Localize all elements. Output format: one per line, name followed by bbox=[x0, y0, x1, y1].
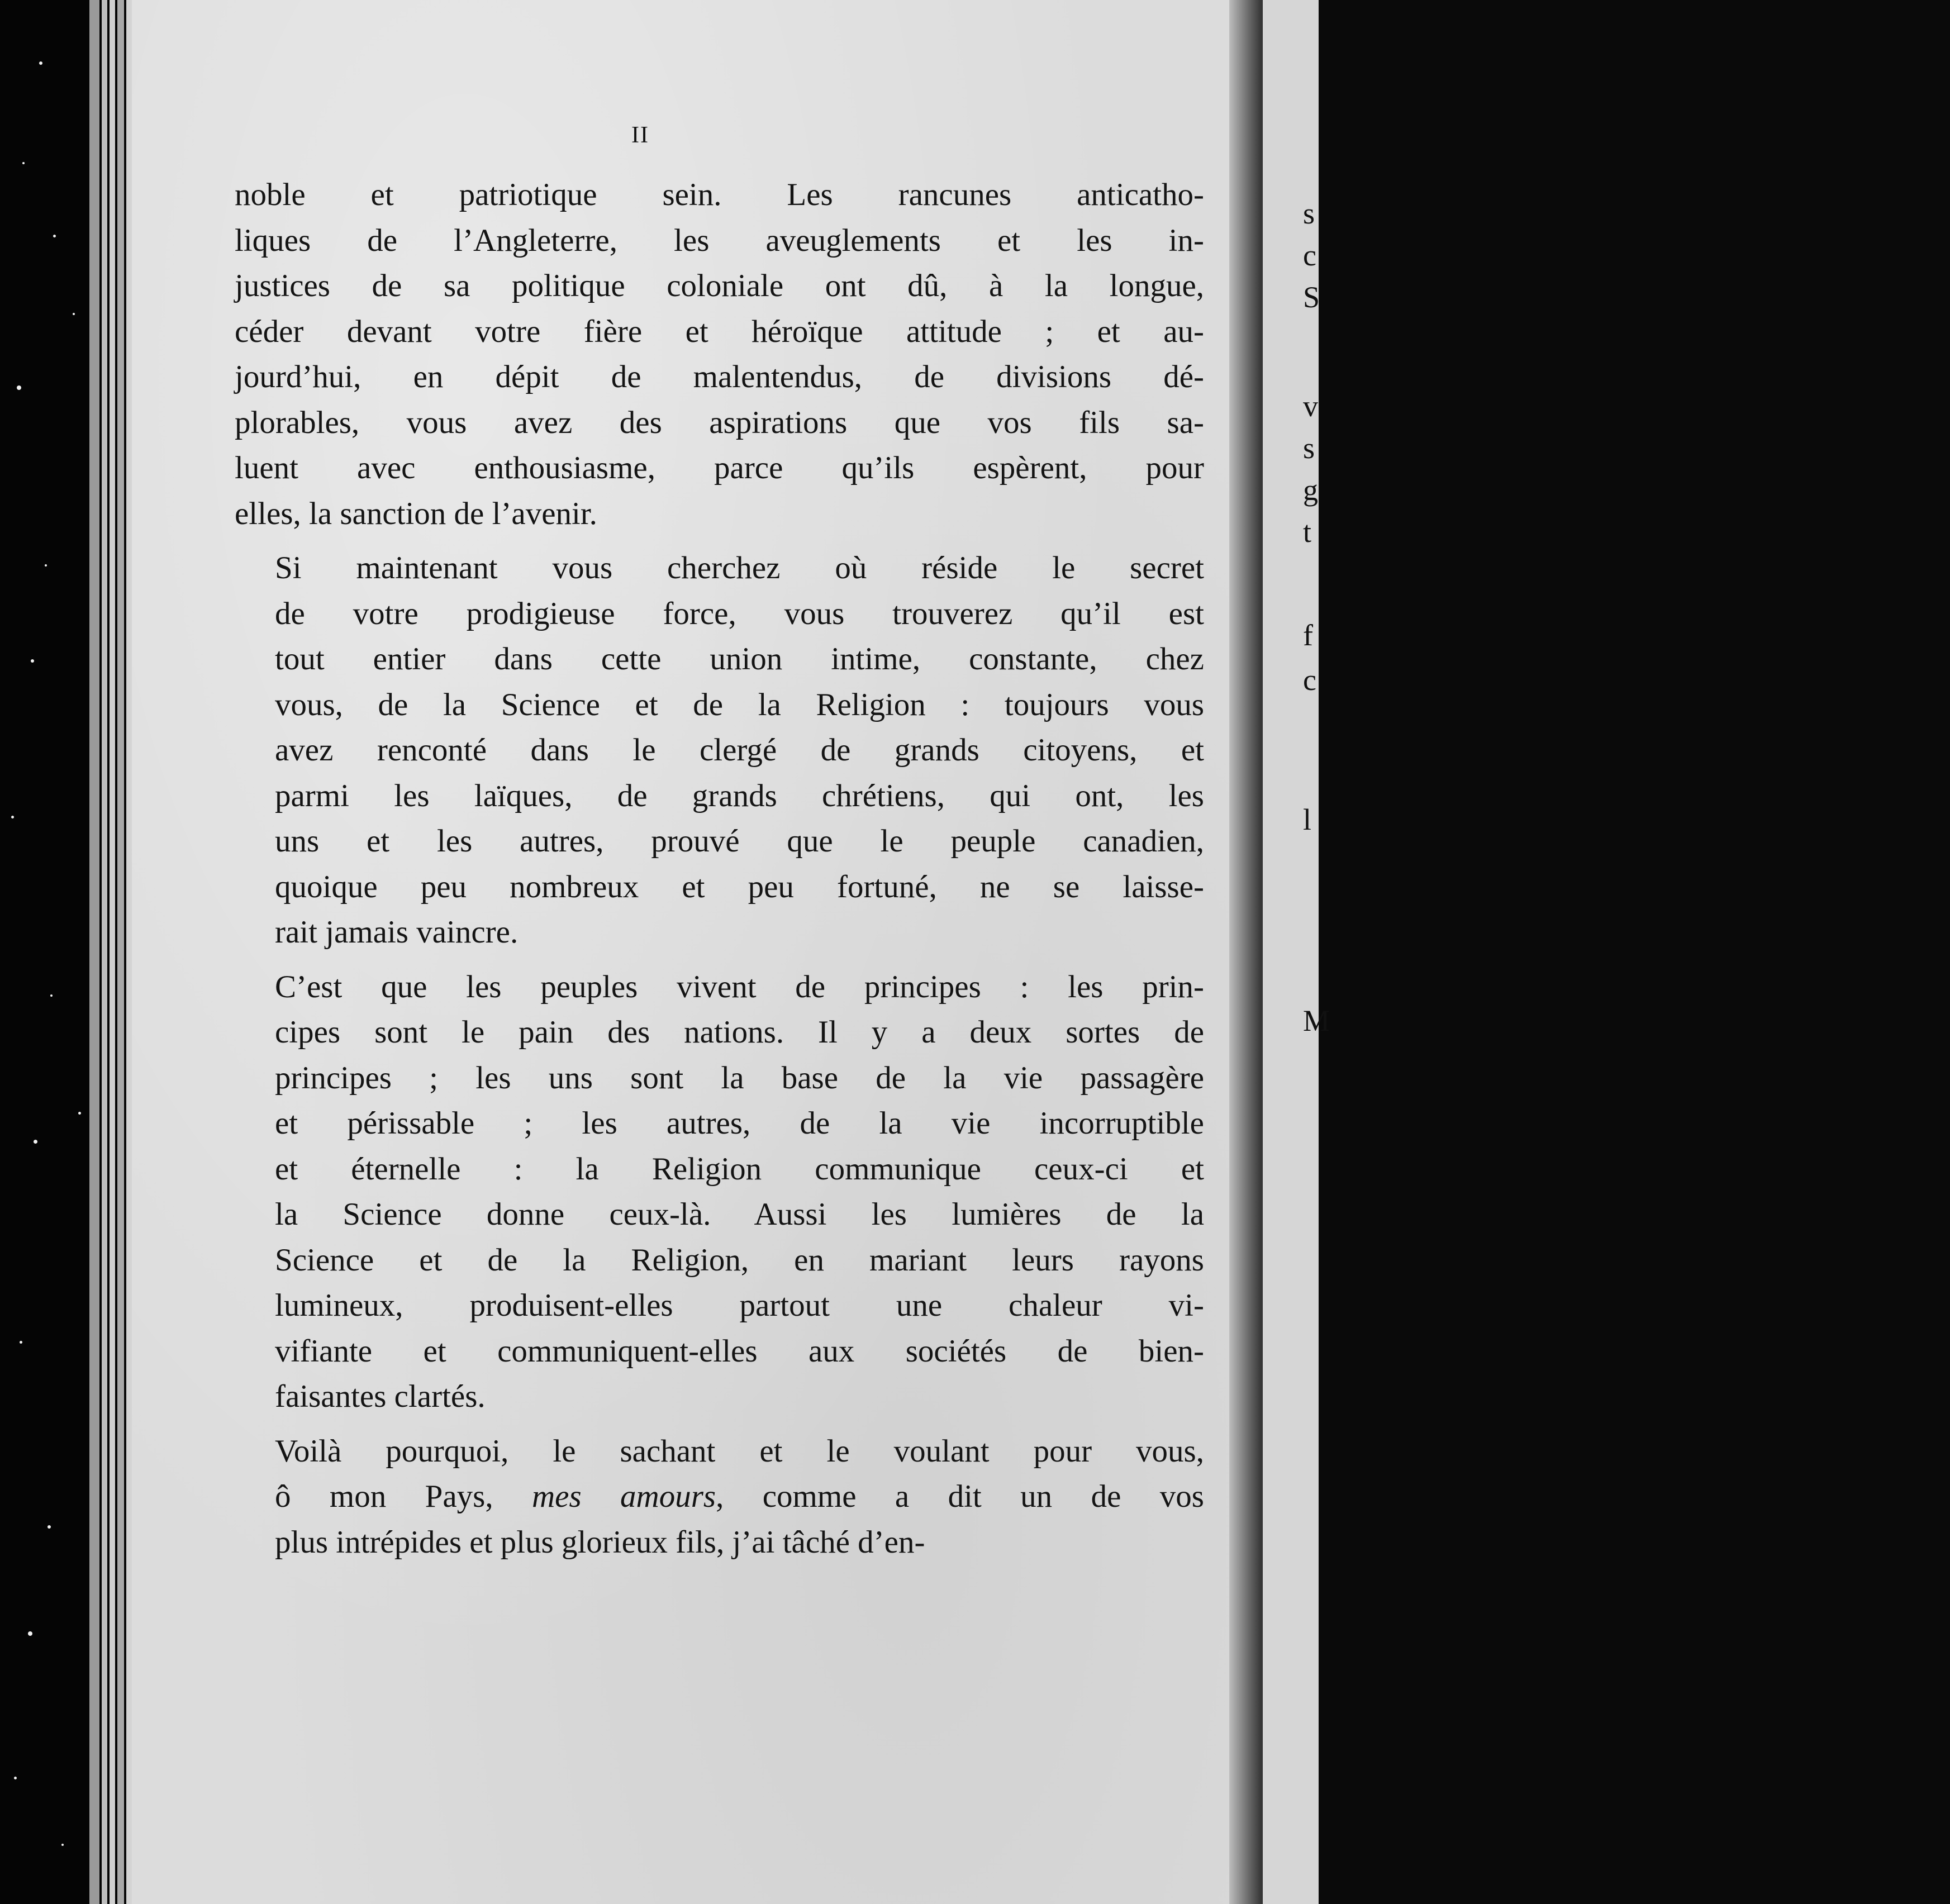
text-line: justices de sa politique coloniale ont dû, à la longue, bbox=[235, 268, 1204, 303]
speck bbox=[45, 564, 47, 567]
facing-page-letter: S bbox=[1303, 280, 1320, 314]
text-line: cipes sont le pain des nations. Il y a deux sortes de bbox=[275, 1015, 1204, 1050]
facing-page-edge bbox=[1263, 0, 1330, 1904]
text-line: faisantes clartés. bbox=[275, 1379, 486, 1414]
speck bbox=[22, 162, 25, 164]
text-line: et périssable ; les autres, de la vie incorruptible bbox=[275, 1106, 1204, 1141]
facing-page-letter: f bbox=[1303, 618, 1313, 652]
text-line: parmi les laïques, de grands chrétiens, qui ont, les bbox=[275, 778, 1204, 813]
text-line: uns et les autres, prouvé que le peuple canadien, bbox=[275, 824, 1204, 859]
text-line: vifiante et communiquent-elles aux sociétés de bien- bbox=[275, 1333, 1204, 1369]
paragraph bbox=[235, 172, 1204, 536]
text-line: la Science donne ceux-là. Aussi les lumières de la bbox=[275, 1197, 1204, 1232]
text-line: lumineux, produisent-elles partout une chaleur vi- bbox=[275, 1288, 1204, 1323]
text-line: plorables, vous avez des aspirations que vos fils sa- bbox=[235, 404, 1204, 440]
facing-page-letter: g bbox=[1303, 473, 1318, 507]
facing-page-letter: v bbox=[1303, 389, 1318, 423]
speck bbox=[39, 61, 42, 65]
text-line: Voilà pourquoi, le sachant et le voulant pour vous, bbox=[275, 1433, 1204, 1469]
text-line: vous, de la Science et de la Religion : toujours vous bbox=[275, 687, 1204, 722]
facing-page-letter: l bbox=[1303, 803, 1312, 836]
page-edge bbox=[110, 0, 115, 1904]
text-line: Science et de la Religion, en mariant leurs rayons bbox=[275, 1242, 1204, 1278]
text-line: quoique peu nombreux et peu fortuné, ne se laisse- bbox=[275, 869, 1204, 905]
facing-page-letter: c bbox=[1303, 663, 1316, 697]
text-line: avez renconté dans le clergé de grands citoyens, et bbox=[275, 732, 1204, 768]
facing-page-letter: M bbox=[1303, 1004, 1330, 1037]
text-line: C’est que les peuples vivent de principes : les prin- bbox=[275, 969, 1204, 1005]
speck bbox=[53, 235, 56, 237]
speck bbox=[47, 1525, 51, 1529]
speck bbox=[20, 1341, 22, 1344]
speck bbox=[34, 1140, 37, 1144]
text-line: Si maintenant vous cherchez où réside le secret bbox=[275, 550, 1204, 586]
book-gutter bbox=[1229, 0, 1263, 1904]
speck bbox=[17, 385, 21, 390]
facing-page-letter: c bbox=[1303, 239, 1316, 272]
page-number: II bbox=[631, 122, 649, 148]
text-line: jourd’hui, en dépit de malentendus, de divisions dé- bbox=[235, 359, 1204, 394]
speck bbox=[31, 659, 34, 663]
text-line: de votre prodigieuse force, vous trouverez qu’il est bbox=[275, 596, 1204, 631]
text-line: liques de l’Angleterre, les aveuglements et les in- bbox=[235, 222, 1204, 258]
speck bbox=[61, 1844, 64, 1846]
text-line: et éternelle : la Religion communique ceux-ci et bbox=[275, 1151, 1204, 1187]
text-line: céder devant votre fière et héroïque attitude ; et au- bbox=[235, 313, 1204, 349]
speck bbox=[78, 1112, 81, 1115]
page-edge bbox=[126, 0, 132, 1904]
speck bbox=[11, 816, 14, 818]
text-line: plus intrépides et plus glorieux fils, j’ai tâché d’en- bbox=[275, 1524, 925, 1560]
page-edge bbox=[89, 0, 99, 1904]
speck bbox=[73, 313, 75, 315]
italic-text: mes amours bbox=[531, 1479, 716, 1514]
text-line: noble et patriotique sein. Les rancunes anticatho- bbox=[235, 177, 1204, 212]
body-text bbox=[235, 172, 1204, 1574]
text-line: ô mon Pays, mes amours, comme a dit un de vos bbox=[275, 1479, 1204, 1514]
facing-page-letter: s bbox=[1303, 197, 1315, 230]
text-line: tout entier dans cette union intime, constante, chez bbox=[275, 641, 1204, 677]
facing-page-letter: s bbox=[1303, 431, 1315, 465]
page-edge bbox=[102, 0, 107, 1904]
facing-page-letter: t bbox=[1303, 515, 1312, 549]
text-line: rait jamais vaincre. bbox=[275, 915, 519, 950]
text-line: luent avec enthousiasme, parce qu’ils espèrent, pour bbox=[235, 450, 1204, 485]
speck bbox=[14, 1777, 17, 1779]
page-edge bbox=[117, 0, 124, 1904]
text-line: principes ; les uns sont la base de la vie passagère bbox=[275, 1060, 1204, 1096]
speck bbox=[50, 994, 53, 997]
paragraph bbox=[235, 964, 1204, 1420]
speck bbox=[28, 1631, 32, 1636]
paragraph bbox=[235, 1429, 1204, 1565]
text-line: elles, la sanction de l’avenir. bbox=[235, 496, 597, 531]
paragraph bbox=[235, 545, 1204, 955]
